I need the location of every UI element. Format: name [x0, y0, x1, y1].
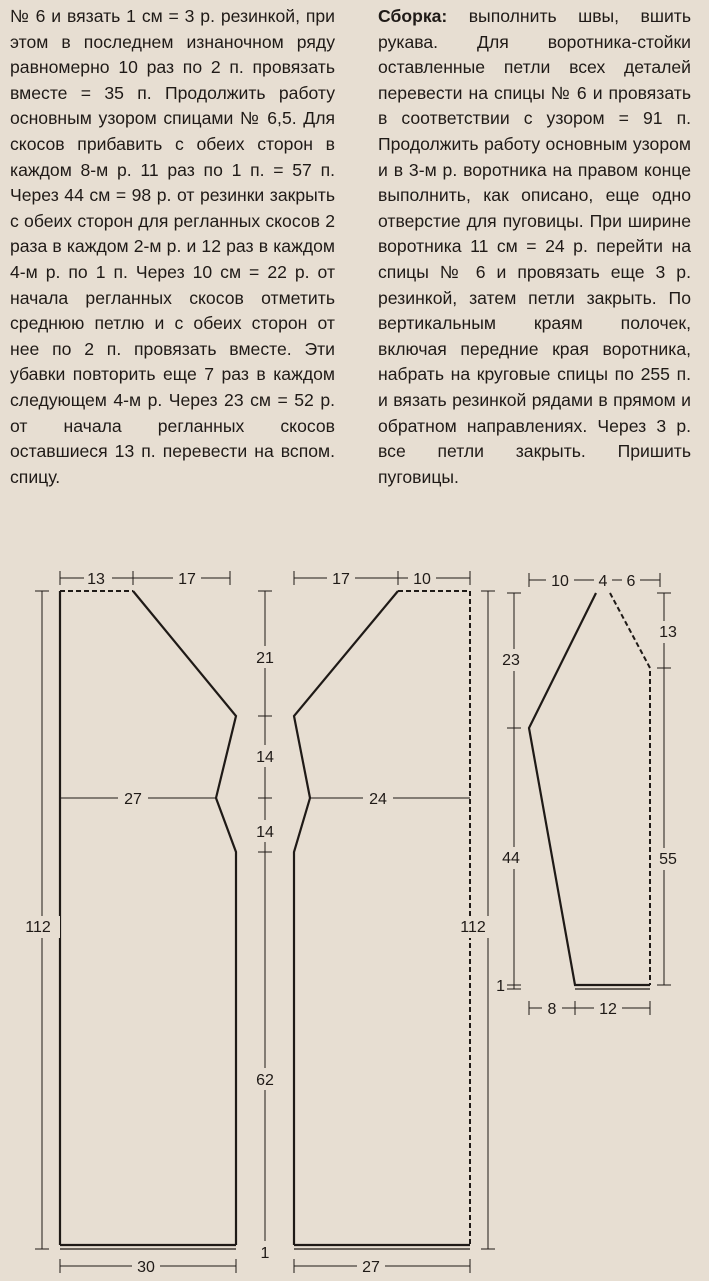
label-sleeve-rib: 1 [496, 978, 505, 995]
label-bottom-left: 30 [137, 1259, 155, 1276]
instructions-left-text: № 6 и вязать 1 см = 3 р. резинкой, при этом в последнем изнаночном ряду равномерно 10 раз по 2 п. провязать вместе = 35 п. Продолжить работу основным узором спицами № 6,5. Для скосов прибавить с обеих сторон в каждом 8-м р. 11 раз по 1 п. = 57 п. Через 44 см = 98 р. от резинки закрыть с обеих сторон для регланных скосов 2 раза в каждом 2-м р. и 12 раз в каждом 4-м р. по 1 п. Через 10 см = 22 р. от начала регланных скосов отметить среднюю петлю и с обеих сторон от нее по 2 п. провязать вместе. Эти убавки повторить еще 7 раз в каждом следующем 4-м р. Через 23 см = 52 р. от начала регланных скосов оставшиеся 13 п. перевести на вспом. спицу. [10, 6, 335, 487]
label-upper-taper: 14 [256, 749, 274, 766]
label-sleeve-top-c: 6 [626, 573, 636, 590]
label-lower-straight: 62 [256, 1072, 274, 1089]
label-sleeve-bottom-b: 12 [599, 1001, 617, 1018]
right-front-piece [294, 591, 470, 1249]
label-sleeve-cap-height: 23 [502, 652, 520, 669]
label-lower-taper: 14 [256, 824, 274, 841]
label-right-height: 112 [460, 919, 486, 936]
assembly-heading: Сборка: [378, 6, 448, 26]
label-width-right-mid: 24 [369, 791, 387, 808]
assembly-text: выполнить швы, вшить рукава. Для воротника-стойки оставленные петли всех деталей перевести на спицы № 6 и провязать в соответствии с узором = 91 п. Продолжить работу основным узором и в 3-м р. воротника на правом конце выполнить, как описано, еще одно отверстие для пуговицы. При ширине воротника 11 см = 24 р. перейти на спицы № 6 и провязать еще 3 р. резинкой, затем петли закрыть. По вертикальным краям полочек, включая передние края воротника, набрать на круговые спицы по 255 п. и вязать резинкой рядами в прямом и обратном направлениях. Через 3 р. все петли закрыть. Пришить пуговицы. [378, 6, 691, 487]
label-sleeve-top-a: 10 [551, 573, 569, 590]
dimension-labels [22, 568, 684, 1276]
label-sleeve-right-cap: 13 [659, 624, 677, 641]
label-sleeve-top-b: 4 [598, 573, 608, 590]
label-raglan-height: 21 [256, 650, 274, 667]
label-sleeve-bottom-a: 8 [547, 1001, 557, 1018]
label-front-rib: 1 [260, 1245, 270, 1262]
label-bottom-right: 27 [362, 1259, 380, 1276]
dimension-lines [35, 571, 671, 1273]
label-front-left-shoulder: 13 [87, 571, 105, 588]
label-sleeve-left-length: 44 [502, 850, 520, 867]
label-width-left-mid: 27 [124, 791, 142, 808]
label-sleeve-right-length: 55 [659, 851, 677, 868]
left-front-piece [60, 591, 236, 1249]
label-front-left-neck: 17 [178, 571, 196, 588]
label-front-right-neck: 17 [332, 571, 350, 588]
label-left-height: 112 [25, 919, 51, 936]
label-front-right-shoulder: 10 [413, 571, 431, 588]
sleeve-piece [529, 593, 650, 989]
